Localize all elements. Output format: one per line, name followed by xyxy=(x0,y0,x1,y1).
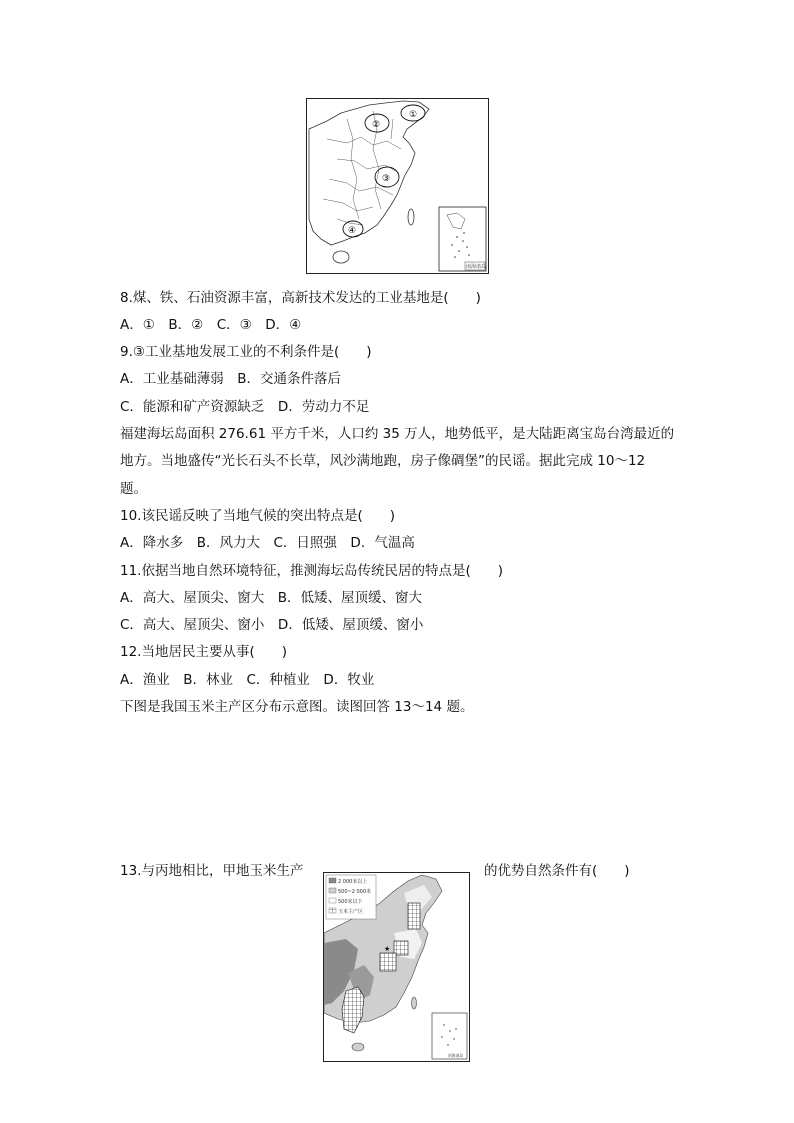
passage1-line2: 地方。当地盛传“光长石头不长草，风沙满地跑，房子像碉堡”的民谣。据此完成 10～12 xyxy=(120,453,646,469)
map1-inset xyxy=(439,207,486,271)
corn-area-southwest xyxy=(342,987,364,1033)
q11-stem: 11.依据当地自然环境特征，推测海坛岛传统民居的特点是( ) xyxy=(120,563,504,579)
label-4: ④ xyxy=(348,226,357,236)
map2-drawing xyxy=(324,873,469,1061)
map1-inset-label: 南海诸岛 xyxy=(466,264,487,270)
q11-options-1: A．高大、屋顶尖、窗大 B．低矮、屋顶缓、窗大 xyxy=(120,590,422,606)
map1-drawing xyxy=(307,99,488,273)
q13-stem-left: 13.与丙地相比，甲地玉米生产 xyxy=(120,863,304,879)
corn-area-central xyxy=(380,953,396,971)
passage1-line1: 福建海坛岛面积 276.61 平方千米，人口约 35 万人，地势低平，是大陆距离宝岛台湾最近的 xyxy=(120,426,675,442)
q9-options-2: C．能源和矿产资源缺乏 D．劳动力不足 xyxy=(120,399,370,415)
corn-production-map xyxy=(323,872,470,1062)
map2-inset-label: 南海诸岛 xyxy=(448,1053,464,1058)
corn-area-northeast xyxy=(408,903,420,929)
q12-options: A．渔业 B．林业 C．种植业 D．牧业 xyxy=(120,672,375,688)
q8-stem: 8.煤、铁、石油资源丰富，高新技术发达的工业基地是( ) xyxy=(120,290,481,306)
q10-stem: 10.该民谣反映了当地气候的突出特点是( ) xyxy=(120,508,396,524)
passage2: 下图是我国玉米主产区分布示意图。读图回答 13～14 题。 xyxy=(120,699,474,715)
legend-item-1: 2 000米以上 xyxy=(338,879,368,885)
q8-options: A．① B．② C．③ D．④ xyxy=(120,317,302,333)
legend-item-3: 500米以下 xyxy=(338,899,363,905)
legend-item-2: 500~2 000米 xyxy=(338,889,372,895)
q11-options-2: C．高大、屋顶尖、窗小 D．低矮、屋顶缓、窗小 xyxy=(120,617,424,633)
label-1: ① xyxy=(409,110,418,120)
label-3: ③ xyxy=(382,174,391,184)
industrial-bases-map xyxy=(306,98,489,274)
q10-options: A．降水多 B．风力大 C．日照强 D．气温高 xyxy=(120,535,415,551)
q12-stem: 12.当地居民主要从事( ) xyxy=(120,644,288,660)
legend-item-4: 玉米主产区 xyxy=(338,909,364,915)
passage1-line3: 题。 xyxy=(120,481,147,497)
star-icon: ★ xyxy=(384,945,391,953)
q13-stem-right: 的优势自然条件有( ) xyxy=(484,863,630,879)
q9-options-1: A．工业基础薄弱 B．交通条件落后 xyxy=(120,371,341,387)
label-2: ② xyxy=(372,120,381,130)
q9-stem: 9.③工业基地发展工业的不利条件是( ) xyxy=(120,344,372,360)
